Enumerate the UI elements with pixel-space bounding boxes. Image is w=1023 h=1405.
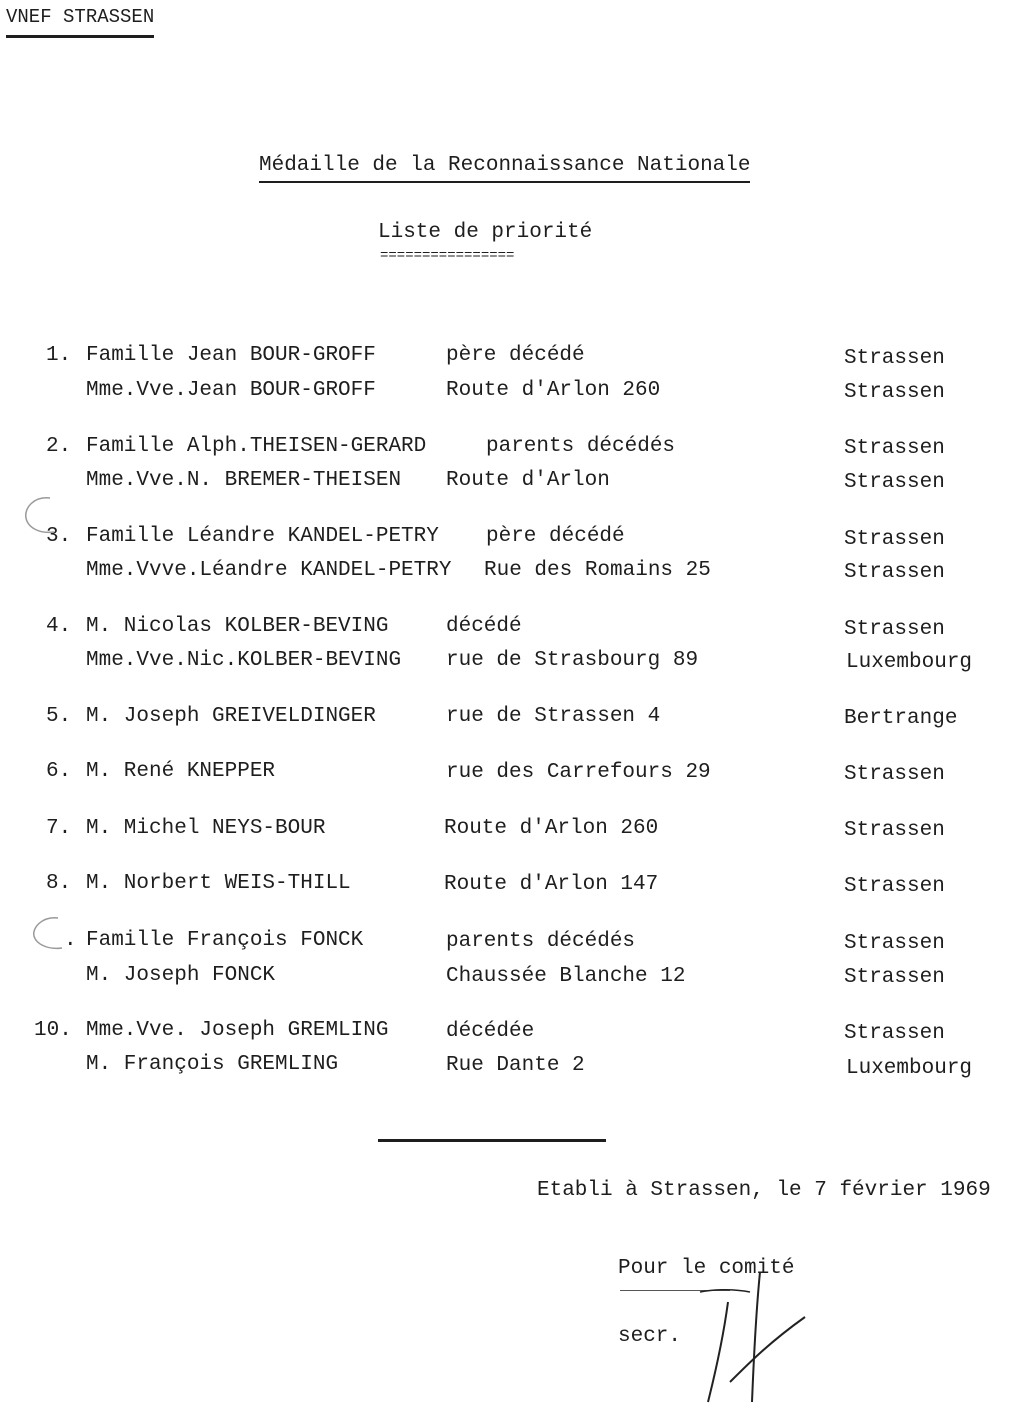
entry-place: Strassen xyxy=(844,763,945,786)
entry-detail: Route d'Arlon xyxy=(446,469,610,492)
entry-number: 7. xyxy=(46,817,72,840)
entry-detail: Route d'Arlon 260 xyxy=(444,817,659,840)
entry-detail: Rue Dante 2 xyxy=(446,1054,585,1077)
establishment-note: Etabli à Strassen, le 7 février 1969 xyxy=(537,1179,991,1202)
entry-name: M. Michel NEYS-BOUR xyxy=(86,817,326,840)
punch-hole-mark xyxy=(28,912,68,958)
entry-detail: rue des Carrefours 29 xyxy=(446,761,711,784)
entry-name: M. François GREMLING xyxy=(86,1053,339,1076)
entry-place: Strassen xyxy=(844,347,945,370)
entry-place: Strassen xyxy=(844,381,945,404)
organization-header: VNEF STRASSEN xyxy=(6,8,154,38)
entry-detail: père décédé xyxy=(446,344,585,367)
entry-number: 2. xyxy=(46,435,72,458)
document-title: Médaille de la Reconnaissance Nationale xyxy=(259,155,750,183)
entry-place: Bertrange xyxy=(844,707,958,730)
entry-place: Luxembourg xyxy=(846,1057,973,1080)
entry-detail: Route d'Arlon 147 xyxy=(444,873,659,896)
entry-number: 6. xyxy=(46,760,72,783)
entry-name: Mme.Vve. Joseph GREMLING xyxy=(86,1019,389,1042)
entry-place: Strassen xyxy=(844,932,945,955)
entry-place: Luxembourg xyxy=(846,651,973,674)
entry-name: Famille Léandre KANDEL-PETRY xyxy=(86,525,439,548)
entry-number: . xyxy=(64,929,77,952)
entry-name: Mme.Vve.N. BREMER-THEISEN xyxy=(86,469,402,492)
entry-name: M. Norbert WEIS-THILL xyxy=(86,872,351,895)
entry-name: M. René KNEPPER xyxy=(86,760,276,783)
entry-number: 3. xyxy=(46,525,72,548)
punch-hole-mark xyxy=(20,494,60,540)
secretary-label: secr. xyxy=(618,1325,682,1348)
entry-place: Strassen xyxy=(844,875,945,898)
entry-place: Strassen xyxy=(844,966,945,989)
handwritten-signature xyxy=(690,1262,820,1405)
entry-name: Mme.Vve.Nic.KOLBER-BEVING xyxy=(86,649,402,672)
entry-detail: parents décédés xyxy=(486,435,676,458)
entry-number: 10. xyxy=(34,1019,72,1042)
entry-name: Famille François FONCK xyxy=(86,929,364,952)
entry-place: Strassen xyxy=(844,528,945,551)
entry-number: 8. xyxy=(46,872,72,895)
entry-name: M. Nicolas KOLBER-BEVING xyxy=(86,615,389,638)
entry-detail: Rue des Romains 25 xyxy=(484,559,711,582)
entry-detail: Chaussée Blanche 12 xyxy=(446,965,686,988)
entry-name: Famille Alph.THEISEN-GERARD xyxy=(86,435,427,458)
entry-place: Strassen xyxy=(844,819,945,842)
entry-number: 4. xyxy=(46,615,72,638)
entry-detail: décédée xyxy=(446,1020,535,1043)
entry-name: Famille Jean BOUR-GROFF xyxy=(86,344,376,367)
subtitle-underline: ================ xyxy=(380,248,515,264)
entry-number: 5. xyxy=(46,705,72,728)
committee-label: Pour le comité xyxy=(618,1257,795,1280)
entry-place: Strassen xyxy=(844,561,945,584)
entry-name: M. Joseph FONCK xyxy=(86,964,276,987)
entry-name: Mme.Vve.Jean BOUR-GROFF xyxy=(86,379,376,402)
entry-place: Strassen xyxy=(844,1022,945,1045)
separator-line xyxy=(378,1139,606,1142)
entry-place: Strassen xyxy=(844,471,945,494)
entry-detail: père décédé xyxy=(486,525,625,548)
entry-place: Strassen xyxy=(844,618,945,641)
entry-name: M. Joseph GREIVELDINGER xyxy=(86,705,376,728)
entry-detail: parents décédés xyxy=(446,930,636,953)
entry-place: Strassen xyxy=(844,437,945,460)
entry-detail: Route d'Arlon 260 xyxy=(446,379,661,402)
entry-detail: décédé xyxy=(446,615,522,638)
entry-name: Mme.Vvve.Léandre KANDEL-PETRY xyxy=(86,559,452,582)
entry-number: 1. xyxy=(46,344,72,367)
entry-detail: rue de Strasbourg 89 xyxy=(446,649,699,672)
document-subtitle: Liste de priorité xyxy=(378,221,593,244)
entry-detail: rue de Strassen 4 xyxy=(446,705,661,728)
